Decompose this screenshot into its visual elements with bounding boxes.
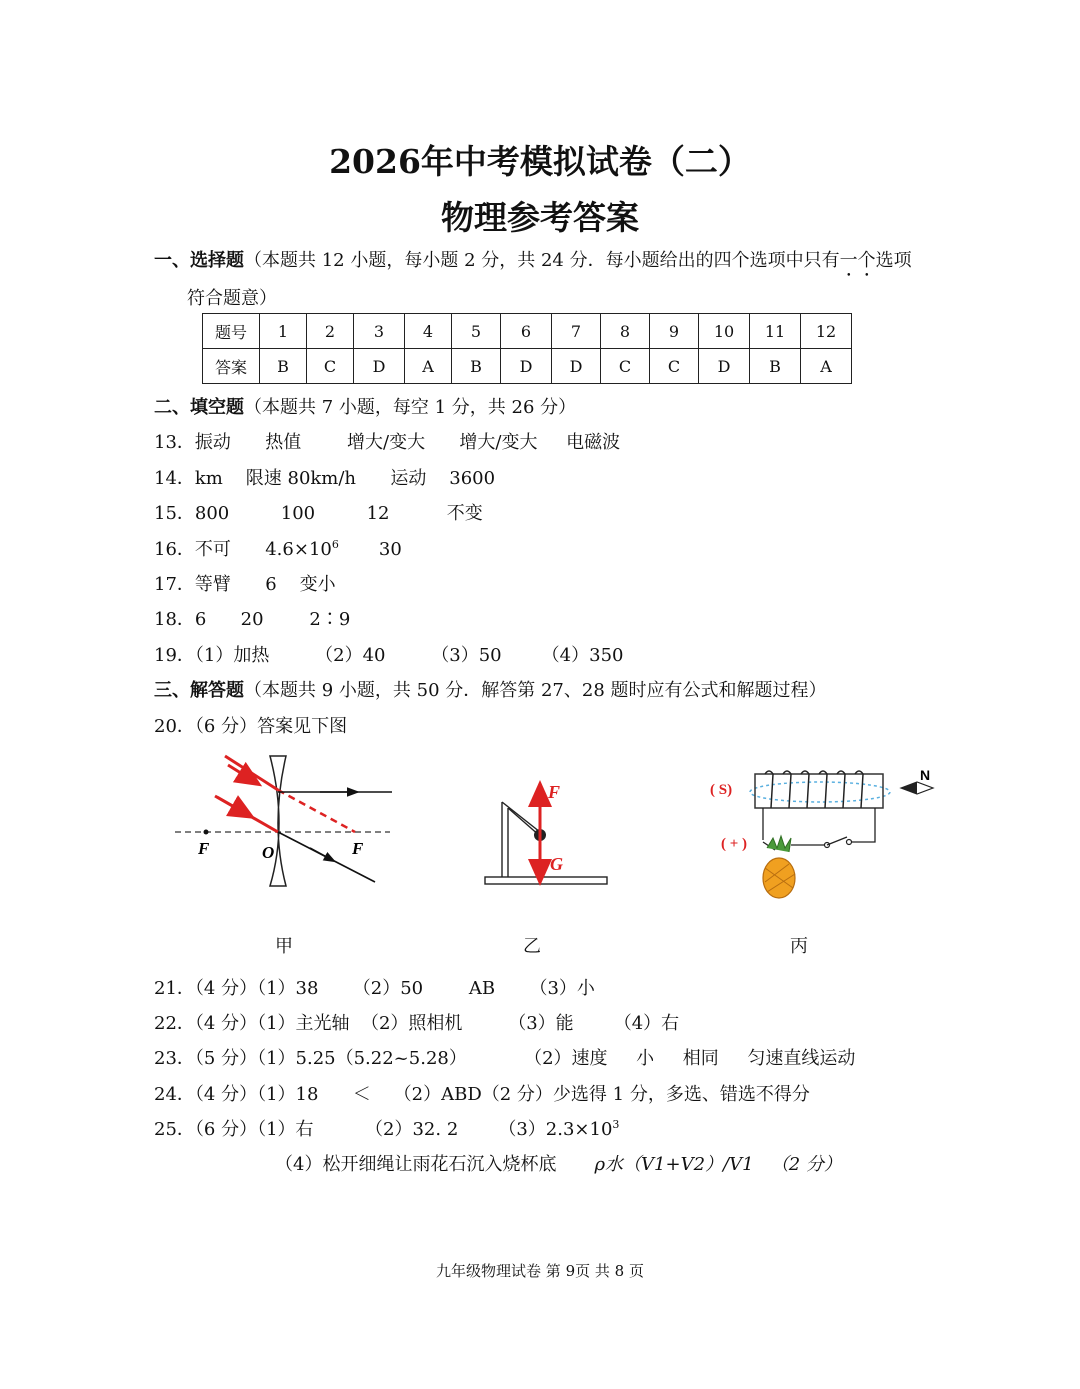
answer-q25-exponent: 3 — [612, 1118, 620, 1131]
table-cell: A — [801, 349, 852, 384]
answer-q13: 13．振动 热值 增大/变大 增大/变大 电磁波 — [154, 432, 621, 453]
focal-point-left — [204, 830, 209, 835]
force-F-label: F — [548, 782, 561, 802]
switch-contact-right — [847, 840, 852, 845]
answer-q25-line2 — [275, 1150, 842, 1176]
focal-label-right: F — [352, 839, 364, 858]
section2-head: 二、填空题 — [154, 397, 244, 418]
table-row — [203, 349, 852, 384]
figure-label-yi: 乙 — [523, 936, 541, 957]
page-footer: 九年级物理试卷 第 9页 共 8 页 — [436, 1262, 644, 1280]
exam-title: 2026年中考模拟试卷（二） — [329, 142, 751, 181]
base-board — [485, 877, 607, 884]
table-cell: 6 — [501, 314, 552, 349]
table-cell: 9 — [650, 314, 699, 349]
table-cell: B — [452, 349, 501, 384]
table-cell: A — [405, 349, 452, 384]
table-cell: 5 — [452, 314, 501, 349]
answer-key-title: 物理参考答案 — [441, 198, 639, 237]
answer-q25-a: 25．（6 分）（1）右 （2）32. 2 （3）2.3×10 — [154, 1119, 613, 1140]
extension-dashed-line — [278, 790, 355, 832]
figure-label-bing: 丙 — [790, 936, 808, 957]
table-cell: 8 — [601, 314, 650, 349]
compass-N-label: N — [920, 767, 931, 783]
table-row — [203, 314, 852, 349]
solenoid-core — [755, 774, 883, 808]
table-cell: B — [260, 349, 307, 384]
answer-q16-a: 16．不可 4.6×10 — [154, 539, 332, 560]
lens-ray-diagram — [170, 750, 410, 900]
section1-desc-line2: 符合题意） — [187, 288, 277, 309]
section1-header — [154, 246, 912, 281]
answer-q16-exponent: 6 — [331, 538, 339, 551]
table-cell: C — [601, 349, 650, 384]
answer-q22: 22．（4 分）（1）主光轴 （2）照相机 （3）能 （4）右 — [154, 1013, 680, 1034]
table-cell: C — [650, 349, 699, 384]
answer-q23: 23．（5 分）（1）5.25（5.22~5.28） （2）速度 小 相同 匀速直线运动 — [154, 1048, 856, 1069]
optical-center-label: O — [262, 843, 275, 862]
answer-q18: 18．6 20 2∶9 — [154, 609, 351, 630]
focal-label-left: F — [198, 839, 210, 858]
section2-desc: （本题共 7 小题，每空 1 分，共 26 分） — [244, 397, 577, 418]
positive-terminal-label: ( + ) — [721, 836, 748, 852]
answer-q14: 14．km 限速 80km/h 运动 3600 — [154, 468, 496, 489]
force-G-label: G — [550, 854, 563, 874]
answer-q24: 24．（4 分）（1）18 ＜ （2）ABD（2 分）少选得 1 分，多选、错选不得分 — [154, 1084, 810, 1105]
section3-head: 三、解答题 — [154, 680, 244, 701]
section1-desc-a: （本题共 12 小题，每小题 2 分，共 24 分．每小题给出的四个选项中只有 — [244, 250, 840, 271]
table-cell: 11 — [750, 314, 801, 349]
answer-q20: 20．（6 分）答案见下图 — [154, 716, 348, 737]
table-cell: 答案 — [203, 349, 260, 384]
section2-header — [154, 393, 576, 419]
pineapple-leaves — [767, 836, 791, 852]
compass-needle-dark-half — [901, 782, 917, 794]
force-diagram — [480, 770, 620, 890]
concave-lens — [270, 756, 286, 886]
table-cell: 2 — [307, 314, 354, 349]
incident-ray-lower-arrow — [217, 797, 245, 813]
table-cell: 7 — [552, 314, 601, 349]
table-cell: D — [699, 349, 750, 384]
table-cell: D — [354, 349, 405, 384]
answer-q21: 21．（4 分）（1）38 （2）50 AB （3）小 — [154, 978, 595, 999]
answer-q25-step4: （4）松开细绳让雨花石沉入烧杯底 — [275, 1154, 557, 1175]
answer-q16-b: 30 — [338, 539, 402, 560]
section1-desc-b: 选项 — [875, 250, 912, 271]
answer-q17: 17．等臂 6 变小 — [154, 574, 336, 595]
table-cell: 题号 — [203, 314, 260, 349]
electromagnet-circuit-diagram — [705, 760, 945, 905]
table-cell: D — [552, 349, 601, 384]
answer-q15: 15．800 100 12 不变 — [154, 503, 483, 524]
table-cell: 12 — [801, 314, 852, 349]
answer-q25 — [154, 1115, 619, 1141]
section1-head: 一、选择题 — [154, 250, 244, 271]
answer-q25-formula: ρ水（V1+V2）/V1 （2 分） — [594, 1154, 842, 1175]
refracted-ray-center-arrow — [310, 848, 332, 860]
answer-table — [202, 313, 852, 384]
table-cell: B — [750, 349, 801, 384]
section3-header — [154, 676, 827, 702]
switch-lever — [827, 837, 847, 845]
pole-S-label: ( S) — [710, 782, 733, 798]
table-cell: C — [307, 349, 354, 384]
figure-label-jia: 甲 — [275, 936, 293, 957]
incident-ray-upper — [225, 756, 278, 790]
table-cell: 1 — [260, 314, 307, 349]
answer-q16 — [154, 535, 402, 561]
table-cell: 10 — [699, 314, 750, 349]
section1-desc-emphasis: 一个 — [839, 250, 876, 271]
section3-desc: （本题共 9 小题，共 50 分．解答第 27、28 题时应有公式和解题过程） — [244, 680, 827, 701]
answer-q19: 19．（1）加热 （2）40 （3）50 （4）350 — [154, 645, 624, 666]
wire-right — [851, 808, 875, 842]
table-cell: 4 — [405, 314, 452, 349]
table-cell: 3 — [354, 314, 405, 349]
table-cell: D — [501, 349, 552, 384]
